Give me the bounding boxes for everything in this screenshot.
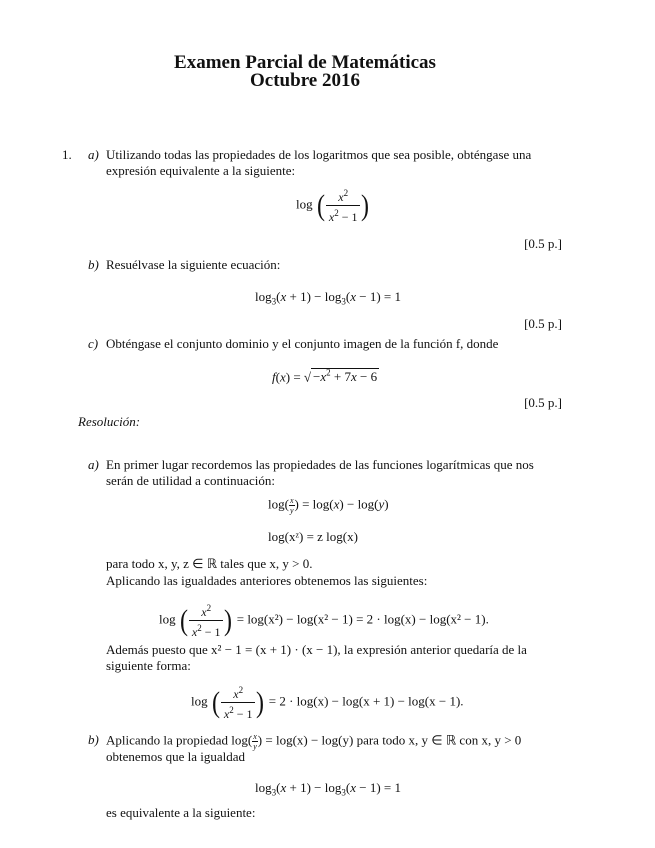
problem-number: 1. xyxy=(62,147,72,162)
points-c: [0.5 p.] xyxy=(524,395,562,410)
part-b-text: Resuélvase la siguiente ecuación: xyxy=(106,257,281,272)
function-f: f(x) = √ $-x^2 + 7x - 6$ xyxy=(272,368,378,385)
sol-a-label: a) xyxy=(88,457,99,472)
exam-date: Octubre 2016 xyxy=(250,70,360,91)
equation-b: $\log_3(x + 1) - \log_3(x - 1) = 1$ xyxy=(255,289,401,307)
expansion-2-rhs: = 2 · log(x) − log(x + 1) − log(x − 1). xyxy=(268,693,464,709)
expression-log-fraction: log ( $\frac{x^2}{x^2 - 1}$ ) xyxy=(296,188,370,224)
part-b-label: b) xyxy=(88,257,99,272)
sol-a-text-3: Además puesto que x² − 1 = (x + 1) · (x − 1), la expresión anterior quedaría de la xyxy=(106,642,527,657)
sol-b-text-2: obtenemos que la igualdad xyxy=(106,749,245,764)
sol-a-text-2: serán de utilidad a continuación: xyxy=(106,473,275,488)
part-a-text-2: expresión equivalente a la siguiente: xyxy=(106,163,296,178)
sol-b-text-1: Aplicando la propiedad log( $\frac{x}{y}$ ) = log(x) − log(y) para todo x, y ∈ ℝ con x, y > 0 xyxy=(106,732,522,751)
part-c-label: c) xyxy=(88,336,99,351)
sol-a-text-4: siguiente forma: xyxy=(106,658,191,673)
equation-b-solution: $\log_3(x + 1) - \log_3(x - 1) = 1$ xyxy=(255,780,401,798)
points-b: [0.5 p.] xyxy=(524,316,562,331)
property-power: log(xᶻ) = z log(x) xyxy=(268,529,358,544)
sol-a-apply: Aplicando las igualdades anteriores obtenemos las siguientes: xyxy=(106,573,428,588)
expansion-1: log ( $\frac{x^2}{x^2 - 1}$ ) = log(x²) − log(x² − 1) = 2 · log(x) − log(x² − 1). xyxy=(159,603,489,639)
expansion-1-rhs: = log(x²) − log(x² − 1) = 2 · log(x) − log(x² − 1). xyxy=(236,611,489,627)
part-a-label: a) xyxy=(88,147,99,162)
expansion-2: log ( $\frac{x^2}{x^2 - 1}$ ) = 2 · log(x) − log(x + 1) − log(x − 1). xyxy=(191,685,464,721)
points-a: [0.5 p.] xyxy=(524,236,562,251)
sol-b-label: b) xyxy=(88,732,99,747)
exam-title: Examen Parcial de Matemáticas xyxy=(174,52,436,73)
part-c-text: Obténgase el conjunto dominio y el conjunto imagen de la función f, donde xyxy=(106,336,499,351)
property-quotient: log( $\frac{x}{y}$ ) = log(x) − log(y) xyxy=(268,496,389,515)
sol-a-text-1: En primer lugar recordemos las propiedades de las funciones logarítmicas que nos xyxy=(106,457,534,472)
sol-b-text-1a: Aplicando la propiedad xyxy=(106,732,229,748)
sol-a-condition: para todo x, y, z ∈ ℝ tales que x, y > 0. xyxy=(106,556,313,571)
part-a-text-1: Utilizando todas las propiedades de los logaritmos que sea posible, obténgase una xyxy=(106,147,532,162)
sol-b-text-3: es equivalente a la siguiente: xyxy=(106,805,256,820)
sol-b-text-1b: = log(x) − log(y) para todo x, y ∈ ℝ con x, y > 0 xyxy=(265,732,522,748)
resolution-heading: Resolución: xyxy=(78,414,141,429)
